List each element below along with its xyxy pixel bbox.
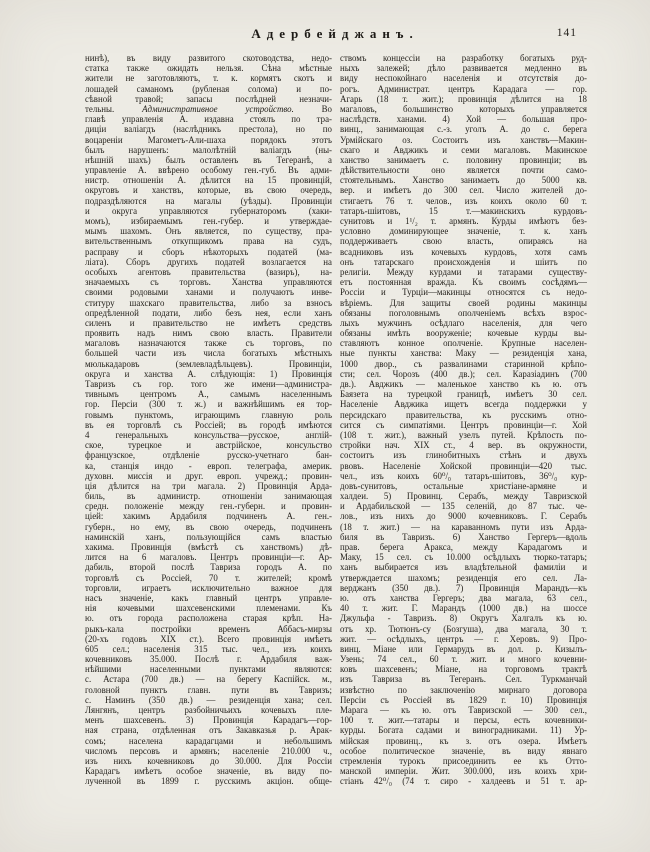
text-line: магаловъ, большинство которыхъ управляется bbox=[340, 103, 587, 114]
text-line: 4 генеральныхъ консульства—русское, англій- bbox=[85, 429, 332, 440]
text-line: 100 т. жит.—татары и персы, есть кочевники- bbox=[340, 715, 587, 726]
text-body bbox=[85, 53, 587, 787]
text-line: силенъ и правительство не имѣетъ средствъ bbox=[85, 317, 332, 328]
text-line: Джульфа - Тавризъ. 8) Округъ Халгалъ къ ю. bbox=[340, 613, 587, 624]
text-line: нѣшній шахъ) былъ оставленъ въ Тегеранѣ, а bbox=[85, 154, 332, 165]
text-line: хакима. Провинція (вмѣстѣ съ ханствомъ) дѣ- bbox=[85, 542, 332, 552]
text-line: воцареніи Магометъ-Али-шаха порядокъ этотъ bbox=[85, 134, 332, 145]
text-line: стройки нач. XIX ст., 4 вер. въ окружности, bbox=[340, 440, 587, 451]
text-line: ціей: хакимъ Ардабиля подчиненъ А. ген.- bbox=[85, 511, 332, 522]
text-line: Узень; 74 сел., 60 т. жит. и много кочевни- bbox=[340, 654, 587, 665]
text-line: ставляютъ конное ополченіе. Крупные населен- bbox=[340, 338, 587, 349]
text-line: тивнымъ центромъ А., самымъ населеннымъ bbox=[85, 389, 332, 400]
text-line: нинѣ), въ виду развитого скотоводства, недо- bbox=[85, 53, 332, 63]
text-line: жители не заготовляютъ, т. к. кормятъ скотъ и bbox=[85, 73, 332, 84]
text-line: особыхъ агентовъ правительства (вазиръ), на- bbox=[85, 266, 332, 277]
text-line: ныхъ залежей; дѣло развивается медленно въ bbox=[340, 63, 587, 74]
column-left bbox=[85, 53, 332, 787]
text-line: биля въ Тавризъ. 6) Ханство Гергеръ—вдоль bbox=[340, 531, 587, 542]
text-line: стигаетъ 76 т. челов., изъ коихъ около 60 т. bbox=[340, 195, 587, 206]
text-line: магаловъ назначаются также съ торговъ, по bbox=[85, 338, 332, 349]
text-line: торговли, играетъ исключительно важное для bbox=[85, 582, 332, 593]
text-line: особое политическое значеніе, въ виду явнаго bbox=[340, 745, 587, 756]
text-line: Марага — къ ю. отъ Тавризской — 300 сел., bbox=[340, 705, 587, 715]
text-line: всадниковъ изъ кочевыхъ курдовъ, хотя самъ bbox=[340, 246, 587, 257]
text-line: нистр. отношеніи А. дѣлится на 15 провинцій, bbox=[85, 175, 332, 186]
text-line: Россіи и Турціи—макинцы относятся съ недо- bbox=[340, 287, 587, 298]
text-line: и округа управляются губернаторомъ (хаки- bbox=[85, 205, 332, 216]
text-line: етъ постоянная вражда. Къ своимъ сосѣдямъ— bbox=[340, 277, 587, 288]
text-line: кочевниковъ 35.000. Послѣ г. Ардабиля важ- bbox=[85, 654, 332, 665]
text-line: обязаны поголовнымъ ополченіемъ всѣхъ взрос- bbox=[340, 307, 587, 318]
text-line: винц. Міане или Гермарудъ въ дол. р. Кизылъ- bbox=[340, 643, 587, 654]
text-line: сти; сел. Чорозъ (400 дв.); сел. Каразіадинъ (700 bbox=[340, 368, 587, 379]
text-line: (108 т. жит.), важный узелъ путей. Крѣпость по- bbox=[340, 429, 587, 440]
text-line: сится съ симпатіями. Центръ провинціи—г. Хой bbox=[340, 419, 587, 430]
text-line: въ ея торговлѣ съ Россіей; въ городѣ имѣются bbox=[85, 419, 332, 430]
text-line: 40 т. жит. Г. Марандъ (1000 дв.) на шоссе bbox=[340, 603, 587, 614]
text-line: проявить надъ нимъ свою власть. Правители bbox=[85, 328, 332, 339]
page-number: 141 bbox=[556, 27, 577, 39]
text-line: лученной въ 1899 г. русскимъ акціон. обще- bbox=[85, 776, 332, 787]
text-line: сѣвной травой; запасы послѣдней незначи- bbox=[85, 93, 332, 104]
text-line: персидскаго правительства, къ русскимъ отно- bbox=[340, 409, 587, 420]
text-line: Карадагъ имѣетъ особое значеніе, въ виду по- bbox=[85, 766, 332, 777]
text-line: стремленія турокъ присоединить ее къ Отто- bbox=[340, 755, 587, 766]
text-line: Тавризъ съ гор. того же имени—администра- bbox=[85, 379, 332, 389]
text-line: ные пункты ханства: Маку — резиденція хана, bbox=[340, 348, 587, 359]
text-line: губерн., но ему, въ свою очередь, подчиненъ bbox=[85, 521, 332, 532]
text-line: говымъ пунктомъ, играющимъ главную роль bbox=[85, 409, 332, 420]
text-line: 1000 двор., съ развалинами старинной крѣпо- bbox=[340, 358, 587, 369]
text-line: Лянгянъ, центръ разбойничьихъ кочевыхъ пле- bbox=[85, 705, 332, 715]
text-line: ханство занимаетъ с. половину провинціи; въ bbox=[340, 154, 587, 165]
text-line: чел., изъ коихъ 60⁰/₀ татаръ-шіитовъ, 36⁰/₀ кур- bbox=[340, 470, 587, 481]
text-line: онъ татарскаго происхожденія и шіитъ по bbox=[340, 256, 587, 267]
text-line: и Ардабильской — 135 селеній, до 87 тыс. че- bbox=[340, 501, 587, 512]
text-line: Агарь (18 т. жит.); провинція дѣлится на 18 bbox=[340, 93, 587, 104]
text-line: лошадей саманомъ (рубленая солома) и по- bbox=[85, 83, 332, 94]
text-line: большей части изъ числа богатыхъ мѣстныхъ bbox=[85, 348, 332, 359]
text-line: Персіи съ Россіей въ 1829 г. 10) Провинція bbox=[340, 694, 587, 705]
text-line: условно доминирующее значеніе, т. к. ханъ bbox=[340, 226, 587, 237]
text-line: момъ), избираемымъ ген.-губер. и утверждае- bbox=[85, 216, 332, 226]
text-line: (18 т. жит.) — на караванномъ пути изъ Арда- bbox=[340, 521, 587, 532]
text-line: поддерживаетъ свою власть, опираясь на bbox=[340, 236, 587, 247]
text-line: биль, въ администр. отношеніи занимающая bbox=[85, 491, 332, 502]
text-line: Населеніе Авджика ищетъ всегда поддержки у bbox=[340, 399, 587, 410]
text-line: курды. Богата садами и виноградниками. 11) Ур- bbox=[340, 725, 587, 736]
text-line: отъ хр. Тютюнъ-су (Бозгуша), два магала, 30 т. bbox=[340, 623, 587, 634]
text-line: рогъ. Администрат. центръ Карадага — гор. bbox=[340, 83, 587, 94]
text-line: своими родовыми ханами и получаютъ инве- bbox=[85, 287, 332, 298]
text-line: мійская провинц., къ з. отъ озера. Имѣетъ bbox=[340, 735, 587, 746]
text-line: менъ шахсевенъ. 3) Провинція Карадагъ—гор- bbox=[85, 715, 332, 726]
text-line: 605 сел.; населенія 315 тыс. чел., изъ коихъ bbox=[85, 643, 332, 654]
text-line: опредѣленной подати, либо безъ нея, если ханъ bbox=[85, 307, 332, 318]
text-line: татаръ-шіитовъ, 15 т.—макинскихъ курдовъ- bbox=[340, 205, 587, 216]
text-line: лится на 6 магаловъ. Центръ провинціи—г. Ар- bbox=[85, 552, 332, 563]
text-line: значаемыхъ съ торговъ. Ханства управляются bbox=[85, 277, 332, 288]
text-line: французское, отдѣленіе русско-учетнаго бан- bbox=[85, 450, 332, 461]
text-line: былъ нарушенъ: малолѣтній валіагдъ (ны- bbox=[85, 144, 332, 155]
text-line: средн. положеніе между ген.-губерн. и провин- bbox=[85, 501, 332, 512]
text-line: ліата). Сборъ другихъ податей возлагается на bbox=[85, 256, 332, 267]
text-line: наслѣдств. ханами. 4) Хой — большая про- bbox=[340, 114, 587, 125]
text-line: жит. — осѣдлыхъ, центръ — г. Херовъ. 9) Про- bbox=[340, 633, 587, 644]
text-line: утверждается шахомъ; резиденція его сел. Ла- bbox=[340, 572, 587, 583]
text-line: верджанъ (350 дв.). 7) Провинція Марандъ—къ bbox=[340, 582, 587, 593]
text-line: головной пунктъ главн. пути въ Тавризъ; bbox=[85, 684, 332, 695]
text-line: Урмійскаго оз. Состоитъ изъ ханствъ—Макин- bbox=[340, 134, 587, 145]
text-line: ковъ шахсевенъ; Міане, на торговомъ трактѣ bbox=[340, 664, 587, 675]
text-line: извѣстно по заключенію мирнаго договора bbox=[340, 684, 587, 695]
text-line: дабиль, второй послѣ Тавриза городъ А. по bbox=[85, 562, 332, 573]
text-line: Баязета на турецкой границѣ, имѣетъ 30 сел. bbox=[340, 389, 587, 400]
text-line: тельны. Административное устройство. Во bbox=[85, 103, 332, 114]
text-line: подраздѣляются на магалы (уѣзды). Провинціи bbox=[85, 195, 332, 206]
text-line: ю. отъ города расположена старая крѣп. На- bbox=[85, 613, 332, 624]
text-line: главѣ управленія А. издавна стоялъ по тра- bbox=[85, 114, 332, 125]
text-line: ствомъ концессіи на разработку богатыхъ руд- bbox=[340, 53, 587, 63]
text-line: лыхъ мужчинъ осѣдлаго населенія, для чего bbox=[340, 317, 587, 328]
text-line: сомъ; населена карадагцами и небольшимъ bbox=[85, 735, 332, 746]
text-line: вительственнымъ откупщикомъ права на судъ, bbox=[85, 236, 332, 247]
text-line: статка также ожидать нельзя. Сѣна мѣстные bbox=[85, 63, 332, 74]
text-line: религіи. Между курдами и татарами существу- bbox=[340, 266, 587, 277]
text-line: рыкъ-кала постройки временъ Аббасъ-мирзы bbox=[85, 623, 332, 634]
text-line: с. Астара (700 дв.) — на берегу Каспійск. м., bbox=[85, 674, 332, 685]
text-line: рвовъ. Населеніе Хойской провинціи—420 тыс. bbox=[340, 460, 587, 471]
text-line: мюлькадаровъ (землевладѣльцевъ). Провинціи, bbox=[85, 358, 332, 369]
text-line: ція дѣлится на три магала. 2) Провинція Арда- bbox=[85, 480, 332, 491]
running-head bbox=[85, 26, 585, 44]
text-line: нѣйшими населенными пунктами являются: bbox=[85, 664, 332, 675]
text-line: стіанъ 42⁰/₀ (74 т. сиро - халдеевъ и 51 т. ар- bbox=[340, 776, 587, 787]
text-line: гор. Персіи (300 т. ж.) и важнѣйшимъ ея тор- bbox=[85, 399, 332, 410]
text-line: дв.). Авджикъ — маленькое ханство къ ю. отъ bbox=[340, 379, 587, 389]
text-line: (20-хъ годовъ XIX ст.). Всего провинція имѣетъ bbox=[85, 633, 332, 644]
text-line: манской имперіи. Жит. 300.000, изъ коихъ хри- bbox=[340, 766, 587, 777]
text-line: с. Наминъ (350 дв.) — резиденція хана; сел. bbox=[85, 694, 332, 705]
text-line: обязаны имѣть вооруженіе; кочевые курды вы- bbox=[340, 328, 587, 339]
text-line: наминскій ханъ, пользующійся самъ властью bbox=[85, 531, 332, 542]
text-line: ка, станція индо - европ. телеграфа, америк. bbox=[85, 460, 332, 471]
text-line: насъ значеніе, какъ главный центръ управле- bbox=[85, 592, 332, 603]
text-line: состоитъ изъ глинобитныхъ стѣнъ и двухъ bbox=[340, 450, 587, 461]
text-line: ханъ выбирается изъ владѣтельной фамиліи и bbox=[340, 562, 587, 573]
text-line: довъ-сунитовъ, остальные христіане-армяне и bbox=[340, 480, 587, 491]
text-line: духовн. миссія и друг. европ. учрежд.; провин- bbox=[85, 470, 332, 481]
page-title: Адербейджанъ. bbox=[251, 26, 419, 41]
text-line: дѣйствительности оно является почти само- bbox=[340, 165, 587, 176]
text-line: ституру шахскаго правительства, либо за взносъ bbox=[85, 297, 332, 308]
text-line: виду неспокойнаго населенія и отсутствія до- bbox=[340, 73, 587, 84]
text-line: скаго и Авджикъ и семи магаловъ. Макинское bbox=[340, 144, 587, 155]
text-line: расправу и сборъ нѣкоторыхъ податей (ма- bbox=[85, 246, 332, 257]
text-line: управленіе А. ввѣрено особому ген.-губ. Въ адми- bbox=[85, 165, 332, 176]
text-line: сунитовъ и 1¹/₂ т. армянъ. Курды имѣютъ без- bbox=[340, 216, 587, 226]
text-line: диціи валіагдъ (наслѣдникъ престола), но по bbox=[85, 124, 332, 135]
text-line: лов., изъ нихъ до 9000 кочевниковъ. Г. Серабъ bbox=[340, 511, 587, 522]
text-line: торговлѣ съ Россіей, 70 т. жителей; кромѣ bbox=[85, 572, 332, 583]
text-line: ю. отъ ханства Гергеръ; два магала, 63 сел., bbox=[340, 592, 587, 603]
text-line: Маку, 15 сел. съ 10.000 осѣдлыхъ тюрко-татаръ; bbox=[340, 552, 587, 563]
text-line: нія кочевыми шахсевенскими племенами. Къ bbox=[85, 603, 332, 614]
text-line: вѣріемъ. Для защиты своей родины макинцы bbox=[340, 297, 587, 308]
text-line: изъ нихъ кочевниковъ до 30.000. Для Россіи bbox=[85, 755, 332, 766]
text-line: прав. берега Аракса, между Карадагомъ и bbox=[340, 542, 587, 552]
text-line: винц., занимающая с.-з. уголъ А. до с. берега bbox=[340, 124, 587, 135]
text-line: вер. и имѣетъ до 300 сел. Число жителей до- bbox=[340, 185, 587, 196]
text-line: округовъ и ханствъ, которые, въ свою очередь, bbox=[85, 185, 332, 196]
text-line: ная страна, отдѣленная отъ Закавказья р. Арак- bbox=[85, 725, 332, 736]
text-line: ское, турецкое и австрійское, консульство bbox=[85, 440, 332, 451]
text-line: изъ Тавриза въ Тегеранъ. Сел. Туркманчай bbox=[340, 674, 587, 685]
text-line: халдеи. 5) Провинц. Серабъ, между Тавризской bbox=[340, 491, 587, 502]
column-right bbox=[340, 53, 587, 787]
text-line: числомъ персовъ и армянъ; населеніе 210.000 ч., bbox=[85, 745, 332, 756]
text-line: стоятельнымъ. Ханство занимаетъ до 5000 кв. bbox=[340, 175, 587, 186]
text-line: округа и ханства А. слѣдующія: 1) Провинція bbox=[85, 368, 332, 379]
text-line: мымъ шахомъ. Онъ является, по существу, пра- bbox=[85, 226, 332, 237]
